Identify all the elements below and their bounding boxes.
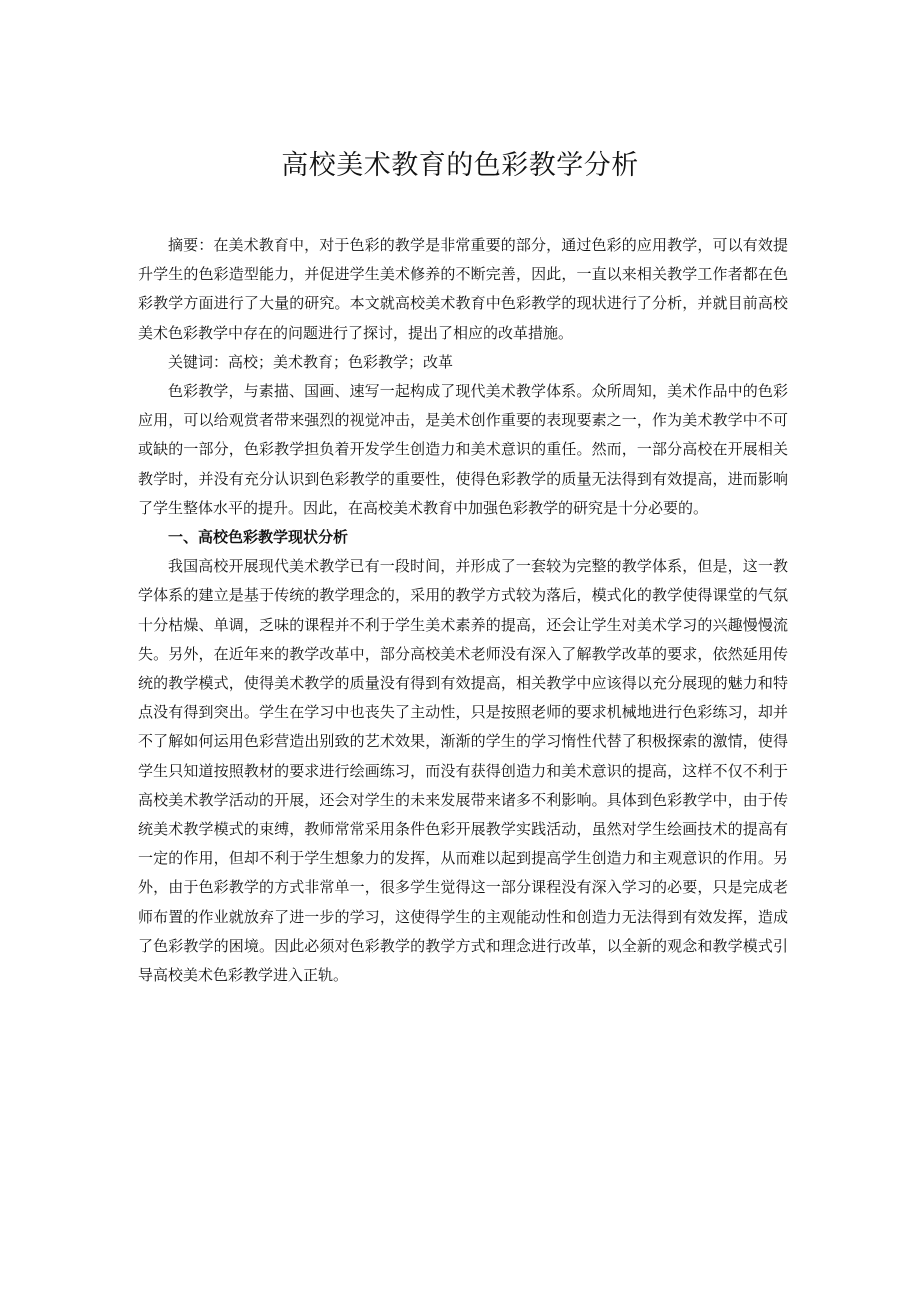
- intro-paragraph: 色彩教学，与素描、国画、速写一起构成了现代美术教学体系。众所周知，美术作品中的色彩应用，可以给观赏者带来强烈的视觉冲击，是美术创作重要的表现要素之一，作为美术教学中不可或缺的一部分，色彩教学担负着开发学生创造力和美术意识的重任。然而，一部分高校在开展相关教学时，并没有充分认识到色彩教学的重要性，使得色彩教学的质量无法得到有效提高，进而影响了学生整体水平的提升。因此，在高校美术教育中加强色彩教学的研究是十分必要的。: [138, 382, 788, 517]
- document-title: 高校美术教育的色彩教学分析: [281, 150, 639, 181]
- section-paragraph: 我国高校开展现代美术教学已有一段时间，并形成了一套较为完整的教学体系，但是，这一教学体系的建立是基于传统的教学理念的，采用的教学方式较为落后，模式化的教学使得课堂的气氛十分枯燥、单调，乏味的课程并不利于学生美术素养的提高，还会让学生对美术学习的兴趣慢慢流失。另外，在近年来的教学改革中，部分高校美术老师没有深入了解教学改革的要求，依然延用传统的教学模式，使得美术教学的质量没有得到有效提高，相关教学中应该得以充分展现的魅力和特点没有得到突出。学生在学习中也丧失了主动性，只是按照老师的要求机械地进行色彩练习，却并不了解如何运用色彩营造出别致的艺术效果，渐渐的学生的学习惰性代替了积极探索的激情，使得学生只知道按照教材的要求进行绘画练习，而没有获得创造力和美术意识的提高，这样不仅不利于高校美术教学活动的开展，还会对学生的未来发展带来诸多不利影响。具体到色彩教学中，由于传统美术教学模式的束缚，教师常常采用条件色彩开展教学实践活动，虽然对学生绘画技术的提高有一定的作用，但却不利于学生想象力的发挥，从而难以起到提高学生创造力和主观意识的作用。另外，由于色彩教学的方式非常单一，很多学生觉得这一部分课程没有深入学习的必要，只是完成老师布置的作业就放弃了进一步的学习，这使得学生的主观能动性和创造力无法得到有效发挥，造成了色彩教学的困境。因此必须对色彩教学的教学方式和理念进行改革，以全新的观念和教学模式引导高校美术色彩教学进入正轨。: [138, 557, 788, 985]
- section-heading: 一、高校色彩教学现状分析: [168, 528, 349, 547]
- document-body: [138, 231, 788, 990]
- keywords-paragraph: 关键词：高校；美术教育；色彩教学；改革: [168, 352, 454, 371]
- abstract-paragraph: 摘要：在美术教育中，对于色彩的教学是非常重要的部分，通过色彩的应用教学，可以有效提升学生的色彩造型能力，并促进学生美术修养的不断完善，因此，一直以来相关教学工作者都在色彩教学方面进行了大量的研究。本文就高校美术教育中色彩教学的现状进行了分析，并就目前高校美术色彩教学中存在的问题进行了探讨，提出了相应的改革措施。: [138, 236, 788, 342]
